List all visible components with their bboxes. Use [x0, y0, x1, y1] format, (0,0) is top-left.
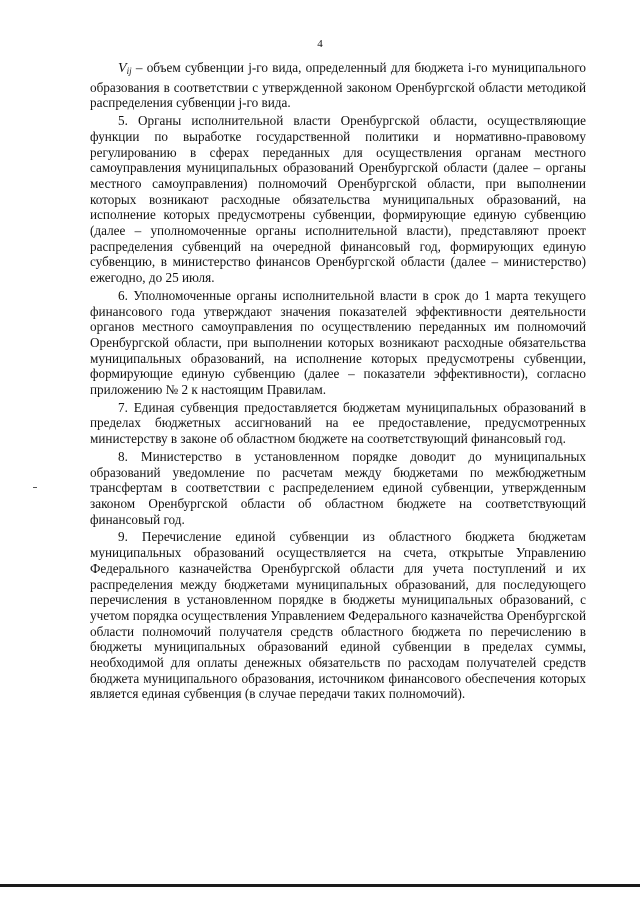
margin-mark [33, 487, 37, 488]
definition-text: – объем субвенции j-го вида, определенный для бюджета i-го муниципального образования в соответствии с утвержденной законом Оренбургской области методикой распределения субвенции j-го вида. [90, 60, 586, 111]
paragraph-8: 8. Министерство в установленном порядке доводит до муниципальных образований уведомление по расчетам между бюджетами по межбюджетным трансфертам в соответствии с распределением единой субвенции, утвержденным законом Оренбургской области об областном бюджете на соответствующий финансовый год. [90, 448, 586, 527]
page-number: 4 [317, 38, 323, 50]
paragraph-6: 6. Уполномоченные органы исполнительной власти в срок до 1 марта текущего финансового года утверждают значения показателей эффективности деятельности органов местного самоуправления по осуществлению переданных им полномочий Оренбургской области, при выполнении которых возникают расходные обязательства муниципальных образований, на исполнение которых предусмотрены субвенции, формирующие единую субвенцию (далее – показатели эффективности), согласно приложению № 2 к настоящим Правилам. [90, 287, 586, 398]
bottom-rule [0, 884, 640, 887]
paragraph-5: 5. Органы исполнительной власти Оренбургской области, осуществляющие функции по выработке государственной политики и нормативно-правовому регулированию в сферах переданных для осуществления органам местного самоуправления муниципальных образований Оренбургской области (далее – органы местного самоуправления) полномочий Оренбургской области, при выполнении которых возникают расходные обязательства муниципальных образований, на исполнение которых предусмотрены субвенции, формирующие единую субвенцию (далее – уполномоченные органы исполнительной власти), представляют проект распределения субвенций на очередной финансовый год, формирующих единую субвенцию, в министерство финансов Оренбургской области (далее – министерство) ежегодно, до 25 июля. [90, 113, 586, 286]
paragraph-9: 9. Перечисление единой субвенции из областного бюджета бюджетам муниципальных образований осуществляется на счета, открытые Управлению Федерального казначейства Оренбургской области для учета поступлений и их распределения между бюджетами муниципальных образований, для последующего перечисления в установленном порядке в бюджеты муниципальных образований, с учетом порядка осуществления Управлением Федерального казначейства Оренбургской области полномочий получателя средств областного бюджета по перечислению в бюджеты муниципальных образований единой субвенции в пределах суммы, необходимой для оплаты денежных обязательств по расходам получателей средств бюджета муниципального образования, источником финансового обеспечения которых является единая субвенция (в случае передачи таких полномочий). [90, 529, 586, 702]
paragraph-7: 7. Единая субвенция предоставляется бюджетам муниципальных образований в пределах бюджетных ассигнований на ее предоставление, предусмотренных министерству в законе об областном бюджете на соответствующий финансовый год. [90, 399, 586, 447]
variable-symbol [118, 61, 132, 76]
variable-symbol-base: V [118, 61, 127, 76]
variable-symbol-subscript: ij [126, 66, 132, 76]
document-body [90, 60, 586, 702]
definition-paragraph [90, 60, 586, 111]
